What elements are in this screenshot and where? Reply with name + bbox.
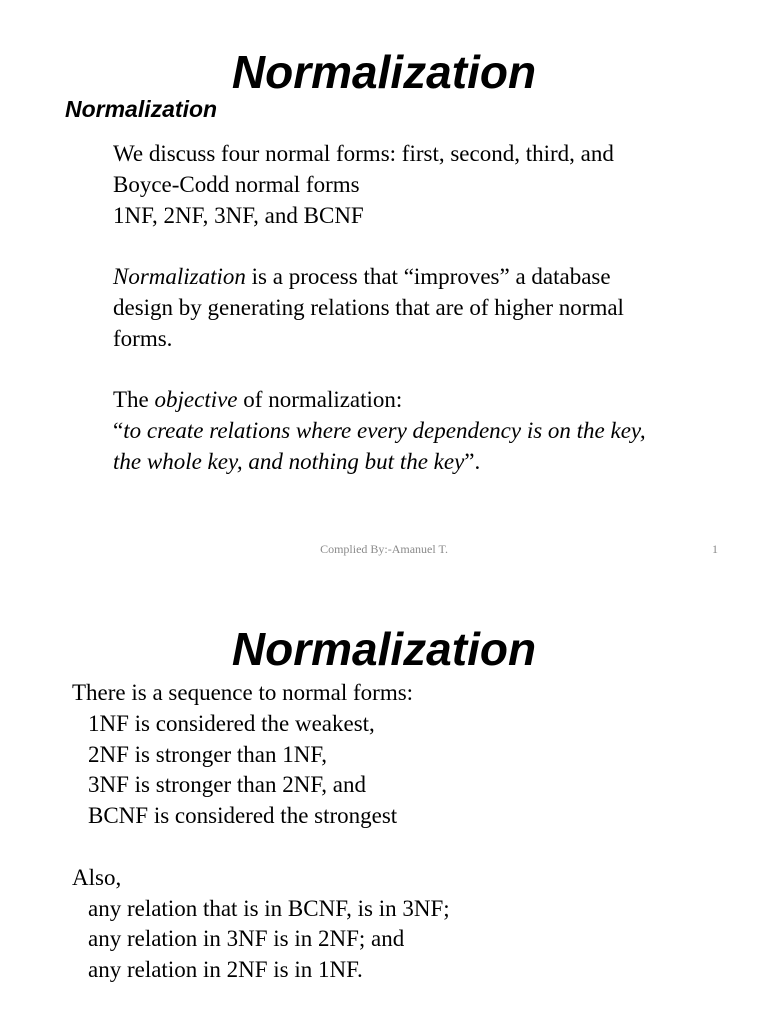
para2-line-2: design by generating relations that are of higher normal [113, 294, 624, 320]
para1-line-1: We discuss four normal forms: first, second, third, and [113, 141, 614, 166]
quote-text-1: to create relations where every dependency is on the key, [123, 418, 646, 444]
page-number: 1 [712, 542, 718, 556]
para2-line-1 [113, 262, 646, 293]
quote-open-mark: “ [113, 418, 124, 444]
sequence-item: 2NF is stronger than 1NF, [88, 741, 328, 767]
quote-close-mark: ”. [464, 448, 481, 474]
slide2-title: Normalization [231, 623, 537, 675]
para3-line-1 [113, 385, 646, 416]
slide1-title: Normalization [231, 46, 537, 98]
sequence-item: BCNF is considered the strongest [88, 803, 398, 829]
paragraph-gap [113, 355, 646, 386]
also-item: any relation in 2NF is in 1NF. [88, 957, 363, 983]
objective-term: objective [154, 387, 238, 413]
also-item: any relation in 3NF is in 2NF; and [88, 926, 405, 952]
also-label: Also, [72, 864, 122, 890]
quote-text-2: the whole key, and nothing but the key [113, 448, 465, 474]
paragraph-gap [72, 832, 450, 863]
para1-line-3: 1NF, 2NF, 3NF, and BCNF [113, 202, 364, 228]
slide1-body [113, 139, 646, 478]
slide2-body [72, 678, 450, 986]
sequence-intro: There is a sequence to normal forms: [72, 680, 414, 705]
quote-line-1 [113, 416, 646, 447]
paragraph-gap [113, 231, 646, 262]
para1-line-2: Boyce-Codd normal forms [113, 171, 360, 197]
para2-line-1-rest: is a process that “improves” a database [245, 264, 611, 290]
also-item: any relation that is in BCNF, is in 3NF; [88, 895, 450, 921]
footer-credit: Complied By:-Amanuel T. [320, 542, 448, 556]
para3-post: of normalization: [237, 387, 403, 413]
slide1-subtitle: Normalization [65, 96, 218, 122]
para2-line-3: forms. [113, 325, 173, 351]
quote-line-2 [113, 447, 646, 478]
normalization-term: Normalization [113, 264, 246, 290]
para3-pre: The [113, 387, 155, 413]
sequence-item: 3NF is stronger than 2NF, and [88, 772, 366, 798]
sequence-item: 1NF is considered the weakest, [88, 710, 375, 736]
